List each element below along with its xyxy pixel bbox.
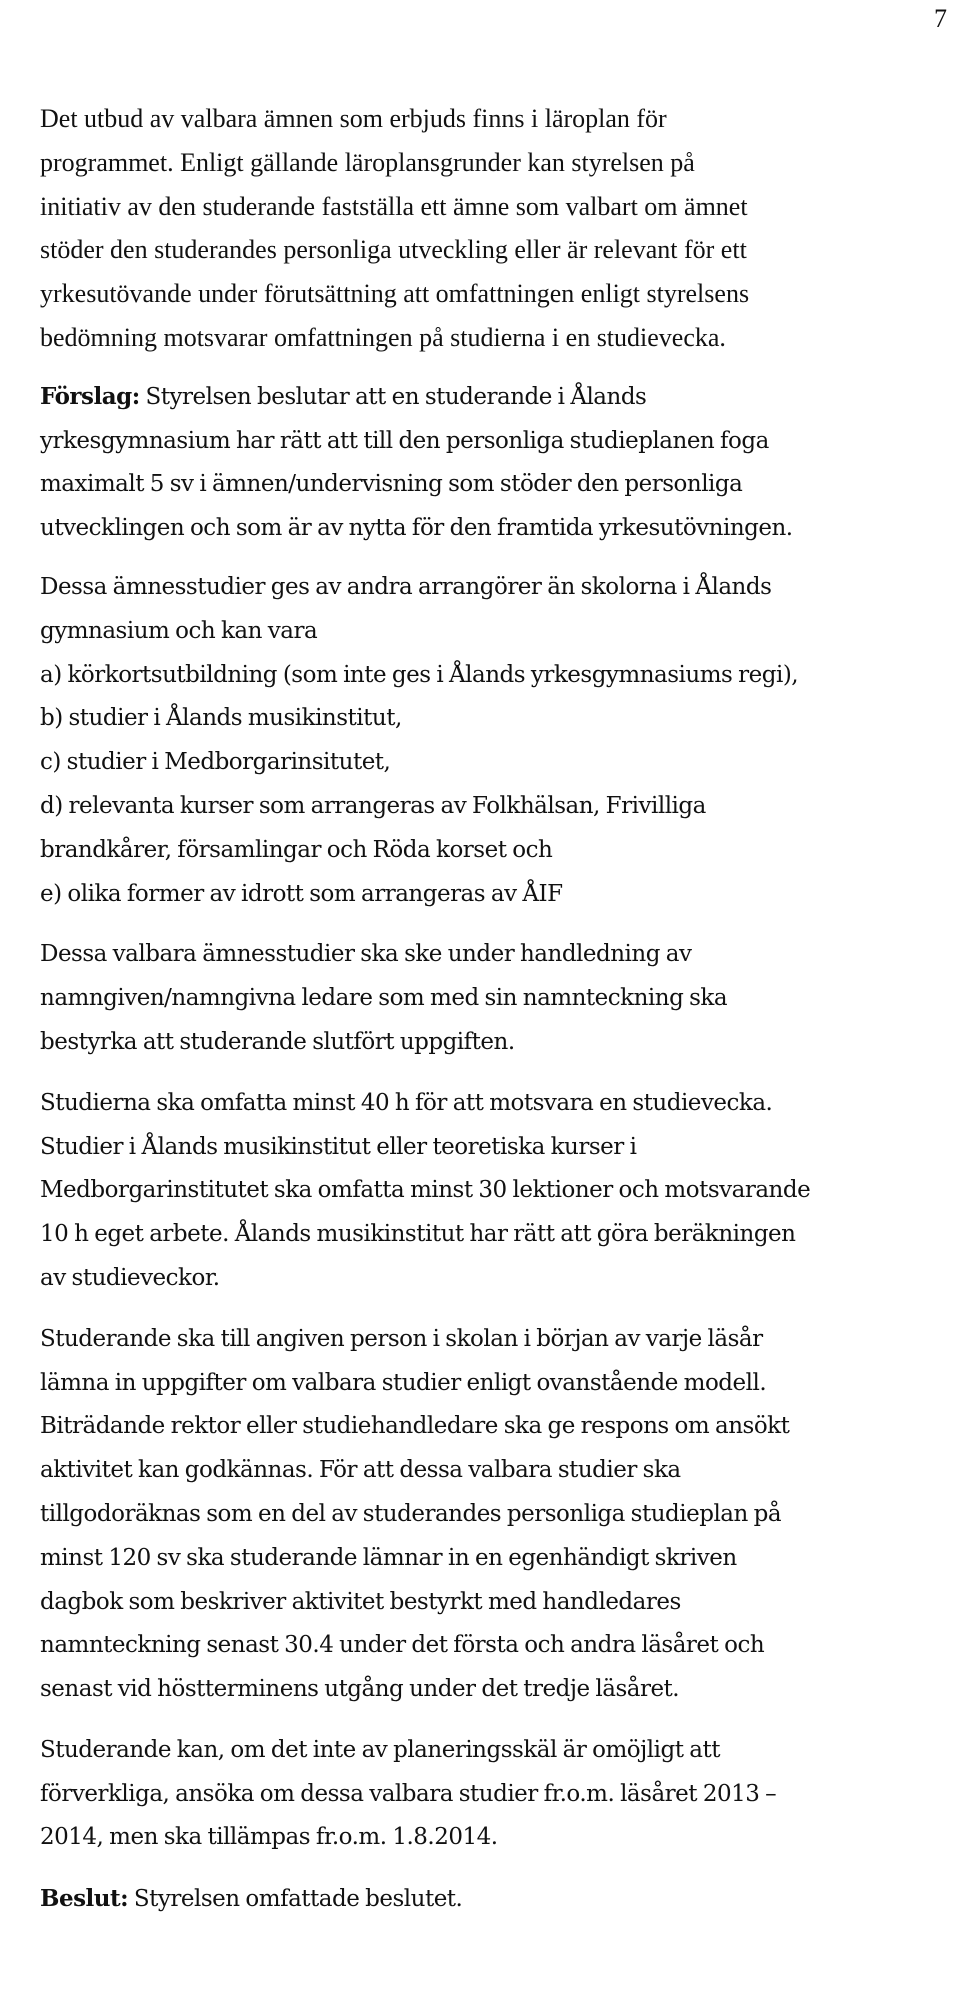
- proposal-text: Styrelsen beslutar att en studerande i Ålands yrkesgymnasium har rätt att till den personliga studieplanen foga maximalt 5 sv i ämnen/undervisning som stöder den personliga utvecklingen och som är av nytta för den framtida yrkesutövningen.: [40, 383, 793, 542]
- proposal-paragraph: [40, 375, 952, 551]
- decision-label: Beslut:: [40, 1885, 129, 1913]
- application-paragraph: Studerande ska till angiven person i skolan i början av varje läsår lämna in uppgifter om valbara studier enligt ovanstående modell. Biträdande rektor eller studiehandledare ska ge respons om ansökt aktivitet kan godkännas. För att dessa valbara studier ska tillgodoräknas som en del av studerandes personliga studieplan på minst 120 sv ska studerande lämnar in en egenhändigt skriven dagbok som beskriver aktivitet bestyrkt med handledares namnteckning senast 30.4 under det första och andra läsåret och senast vid höstterminens utgång under det tredje läsåret.: [40, 1325, 790, 1703]
- decision-text: Styrelsen omfattade beslutet.: [128, 1886, 463, 1913]
- decision-paragraph: [40, 1877, 952, 1922]
- proposal-label: Förslag:: [40, 382, 140, 410]
- studies-list-paragraph: Dessa ämnesstudier ges av andra arrangörer än skolorna i Ålands gymnasium och kan vara a) körkortsutbildning (som inte ges i Ålands yrkesgymnasiums regi), b) studier i Ålands musikinstitut, c) studier i Medborgarinsitutet, d) relevanta kurser som arrangeras av Folkhälsan, Frivilliga brandkårer, församlingar och Röda korset och e) olika former av idrott som arrangeras av ÅIF: [40, 573, 799, 907]
- supervision-paragraph: Dessa valbara ämnesstudier ska ske under handledning av namngiven/namngivna ledare som med sin namnteckning ska bestyrka att studerande slutfört uppgiften.: [40, 941, 728, 1055]
- timing-paragraph: Studerande kan, om det inte av planeringsskäl är omöjligt att förverkliga, ansöka om dessa valbara studier fr.o.m. läsåret 2013 – 2014, men ska tillämpas fr.o.m. 1.8.2014.: [40, 1736, 777, 1851]
- page-number: 7: [934, 4, 947, 33]
- scope-paragraph: Studierna ska omfatta minst 40 h för att motsvara en studievecka. Studier i Ålands musikinstitut eller teoretiska kurser i Medborgarinstitutet ska omfatta minst 30 lektioner och motsvarande 10 h eget arbete. Ålands musikinstitut har rätt att göra beräkningen av studieveckor.: [40, 1089, 811, 1291]
- document-body: [40, 97, 952, 1922]
- intro-paragraph: Det utbud av valbara ämnen som erbjuds finns i läroplan för programmet. Enligt gällande läroplansgrunder kan styrelsen på initiativ av den studerande fastställa ett ämne som valbart om ämnet stöder den studerandes personliga utveckling eller är relevant för ett yrkesutövande under förutsättning att omfattningen enligt styrelsens bedömning motsvarar omfattningen på studierna i en studievecka.: [40, 104, 750, 352]
